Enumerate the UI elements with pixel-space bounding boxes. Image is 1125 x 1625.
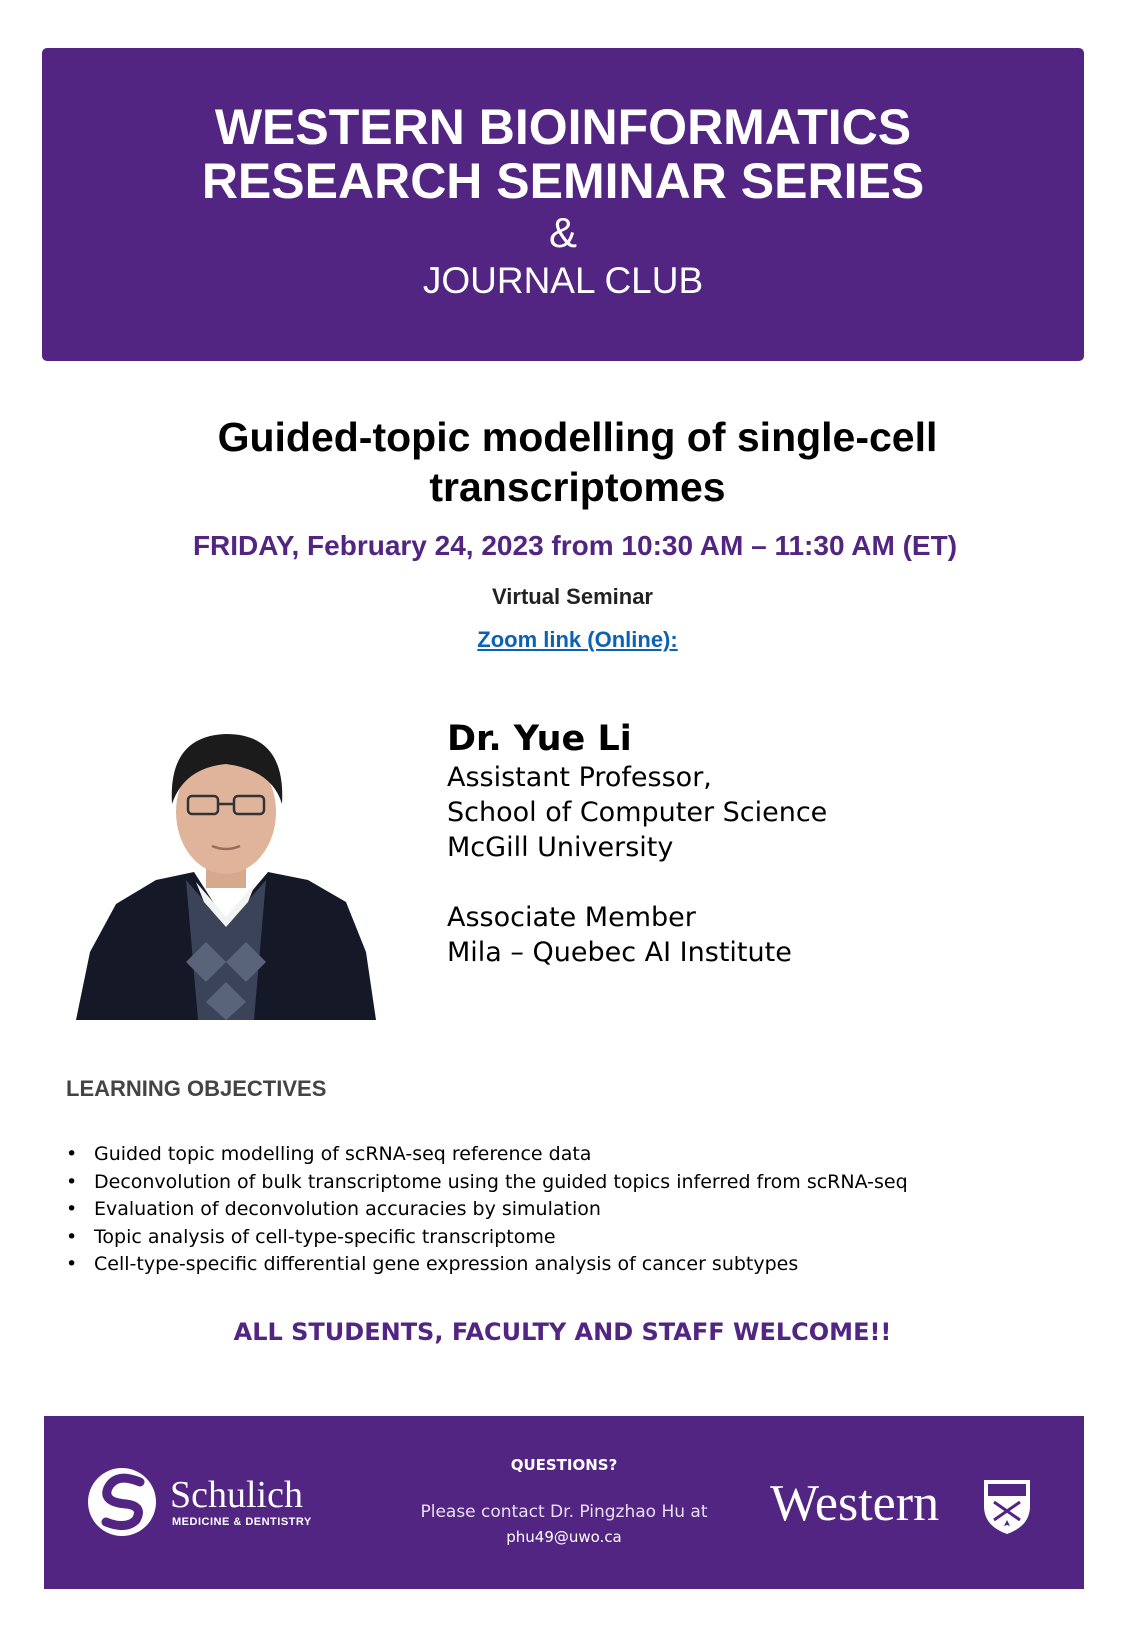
schulich-s-icon xyxy=(86,1466,162,1538)
event-date: FRIDAY, February 24, 2023 from 10:30 AM – 11:30 AM (ET) xyxy=(192,530,958,561)
list-item: • Deconvolution of bulk transcriptome using the guided topics inferred from scRNA-seq xyxy=(66,1169,908,1197)
schulich-name: Schulich xyxy=(170,1474,303,1516)
list-item: • Cell-type-specific differential gene expression analysis of cancer subtypes xyxy=(66,1251,908,1279)
series-title-line1: WESTERN BIOINFORMATICS xyxy=(214,99,912,155)
speaker-info xyxy=(447,718,827,970)
western-crest-icon xyxy=(980,1476,1034,1536)
welcome-banner: ALL STUDENTS, FACULTY AND STAFF WELCOME!! xyxy=(233,1318,892,1346)
speaker-title: Assistant Professor, xyxy=(447,762,712,793)
talk-title-line1: Guided-topic modelling of single-cell xyxy=(217,414,938,460)
western-name: Western xyxy=(770,1475,940,1532)
contact-line: Please contact Dr. Pingzhao Hu at xyxy=(420,1502,708,1522)
journal-club-label: JOURNAL CLUB xyxy=(422,260,704,301)
speaker-photo xyxy=(76,712,386,1020)
speaker-role2: Associate Member xyxy=(447,902,696,933)
speaker-university: McGill University xyxy=(447,832,674,863)
learning-objectives-list xyxy=(66,1141,908,1279)
contact-email[interactable]: phu49@uwo.ca xyxy=(506,1528,622,1546)
speaker-department: School of Computer Science xyxy=(447,797,828,828)
schulich-logo xyxy=(86,1466,326,1546)
series-title-line2: RESEARCH SEMINAR SERIES xyxy=(201,153,925,209)
western-logo xyxy=(770,1474,1040,1538)
speaker-institute2: Mila – Quebec AI Institute xyxy=(447,937,792,968)
questions-block xyxy=(374,1456,754,1546)
speaker-name: Dr. Yue Li xyxy=(447,719,632,759)
talk-title-line2: transcriptomes xyxy=(429,464,726,510)
schulich-subtitle: MEDICINE & DENTISTRY xyxy=(172,1516,312,1528)
header-banner xyxy=(42,48,1084,361)
event-format: Virtual Seminar xyxy=(492,584,653,609)
zoom-link[interactable]: Zoom link (Online): xyxy=(477,627,678,652)
list-item: • Evaluation of deconvolution accuracies by simulation xyxy=(66,1196,908,1224)
ampersand: & xyxy=(548,209,577,256)
footer-banner xyxy=(44,1416,1084,1589)
list-item: • Topic analysis of cell-type-specific transcriptome xyxy=(66,1224,908,1252)
list-item: • Guided topic modelling of scRNA-seq reference data xyxy=(66,1141,908,1169)
talk-title xyxy=(150,412,1005,512)
questions-heading: QUESTIONS? xyxy=(510,1456,618,1474)
learning-objectives-heading: LEARNING OBJECTIVES xyxy=(66,1076,327,1101)
